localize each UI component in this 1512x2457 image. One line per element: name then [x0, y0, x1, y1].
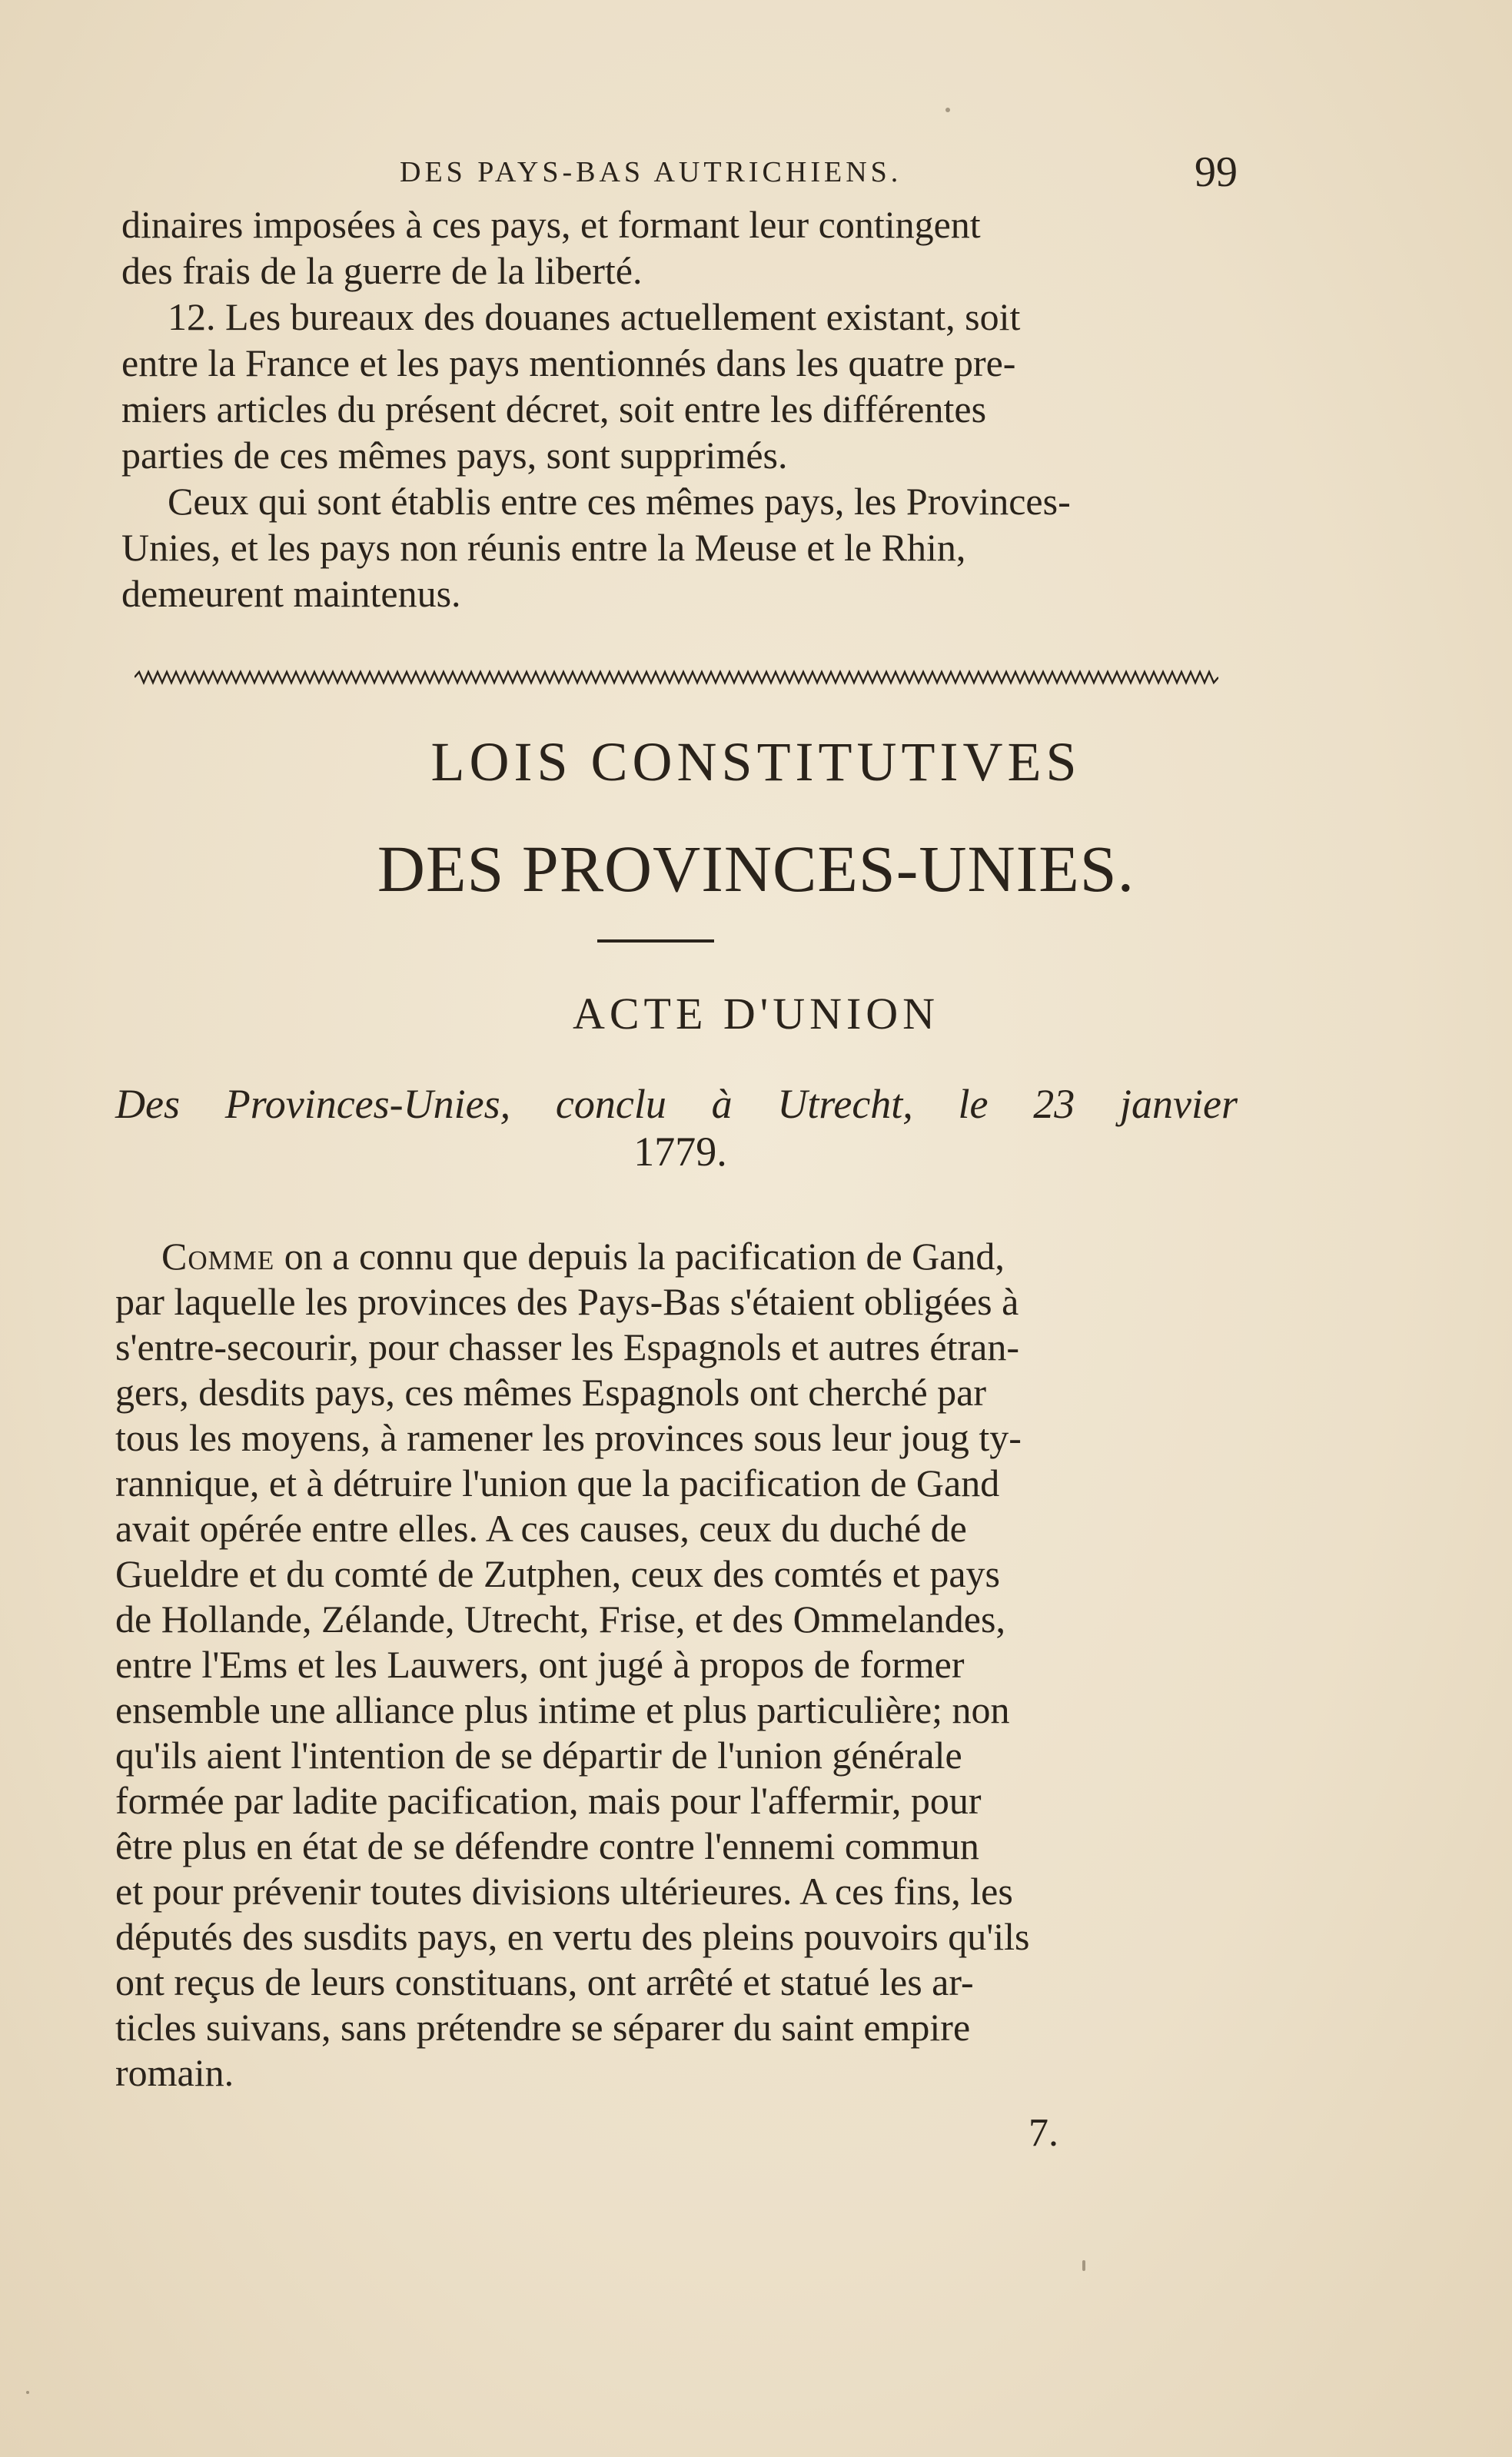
text-line: qu'ils aient l'intention de se départir de l'union générale: [115, 1734, 962, 1777]
text-line: gers, desdits pays, ces mêmes Espagnols ont cherché par: [115, 1371, 987, 1414]
text-line: députés des susdits pays, en vertu des pleins pouvoirs qu'ils: [115, 1915, 1030, 1958]
text-line: entre l'Ems et les Lauwers, ont jugé à propos de former: [115, 1643, 965, 1686]
section-heading: ACTE D'UNION: [572, 989, 940, 1039]
text-line: [115, 1234, 1238, 1279]
text-line: rannique, et à détruire l'union que la pacification de Gand: [115, 1461, 1000, 1504]
main-title-line-1: LOIS CONSTITUTIVES: [430, 731, 1082, 793]
text-line: Ceux qui sont établis entre ces mêmes pays, les Provinces-: [168, 480, 1071, 523]
text-line: 12. Les bureaux des douanes actuellement existant, soit: [168, 295, 1021, 338]
page-number: 99: [1195, 148, 1238, 196]
text-line: Unies, et les pays non réunis entre la Meuse et le Rhin,: [121, 526, 966, 569]
text-line: parties de ces mêmes pays, sont supprimés.: [121, 434, 788, 477]
text-line: par laquelle les provinces des Pays-Bas s'étaient obligées à: [115, 1280, 1019, 1323]
text-line: demeurent maintenus.: [121, 572, 461, 615]
text-line: avait opérée entre elles. A ces causes, ceux du duché de: [115, 1507, 967, 1550]
paper-speck: [945, 108, 950, 112]
text-line: entre la France et les pays mentionnés dans les quatre pre-: [121, 341, 1016, 384]
section-subtitle: [115, 1080, 1238, 1175]
title-divider-rule: [597, 939, 714, 943]
lead-word: Comme: [161, 1235, 275, 1278]
text-line: tous les moyens, à ramener les provinces sous leur joug ty-: [115, 1416, 1022, 1459]
text-line: de Hollande, Zélande, Utrecht, Frise, et des Ommelandes,: [115, 1598, 1005, 1641]
page-header: [400, 148, 1238, 197]
text-line-rest: on a connu que depuis la pacification de Gand,: [274, 1235, 1005, 1278]
text-line: romain.: [115, 2051, 234, 2094]
text-line: formée par ladite pacification, mais pour l'affermir, pour: [115, 1779, 982, 1822]
text-line: s'entre-secourir, pour chasser les Espagnols et autres étran-: [115, 1325, 1020, 1368]
paper-speck: [26, 2391, 29, 2394]
subtitle-year: 1779.: [633, 1129, 727, 1175]
text-line: dinaires imposées à ces pays, et formant leur contingent: [121, 203, 981, 246]
paper-speck: [1082, 2260, 1085, 2271]
text-line: ticles suivans, sans prétendre se séparer du saint empire: [115, 2006, 971, 2049]
running-head: DES PAYS-BAS AUTRICHIENS.: [400, 156, 902, 188]
text-line: Gueldre et du comté de Zutphen, ceux des comtés et pays: [115, 1552, 1001, 1595]
text-line: ont reçus de leurs constituans, ont arrêté et statué les ar-: [115, 1960, 974, 2003]
text-line: ensemble une alliance plus intime et plus particulière; non: [115, 1688, 1010, 1731]
subtitle-line: Des Provinces-Unies, conclu à Utrecht, le 23 janvier: [115, 1081, 1238, 1127]
main-title-line-2: DES PROVINCES-UNIES.: [377, 832, 1135, 906]
text-line: des frais de la guerre de la liberté.: [121, 249, 643, 292]
body-paragraph: [115, 1234, 1238, 2096]
text-line: être plus en état de se défendre contre l'ennemi commun: [115, 1824, 979, 1867]
catchword: 7.: [1028, 2111, 1058, 2155]
text-line: et pour prévenir toutes divisions ultérieures. A ces fins, les: [115, 1870, 1013, 1913]
top-text-block: [121, 201, 1236, 617]
text-line: miers articles du présent décret, soit entre les différentes: [121, 387, 987, 431]
ornamental-wavy-rule: [135, 669, 1218, 686]
